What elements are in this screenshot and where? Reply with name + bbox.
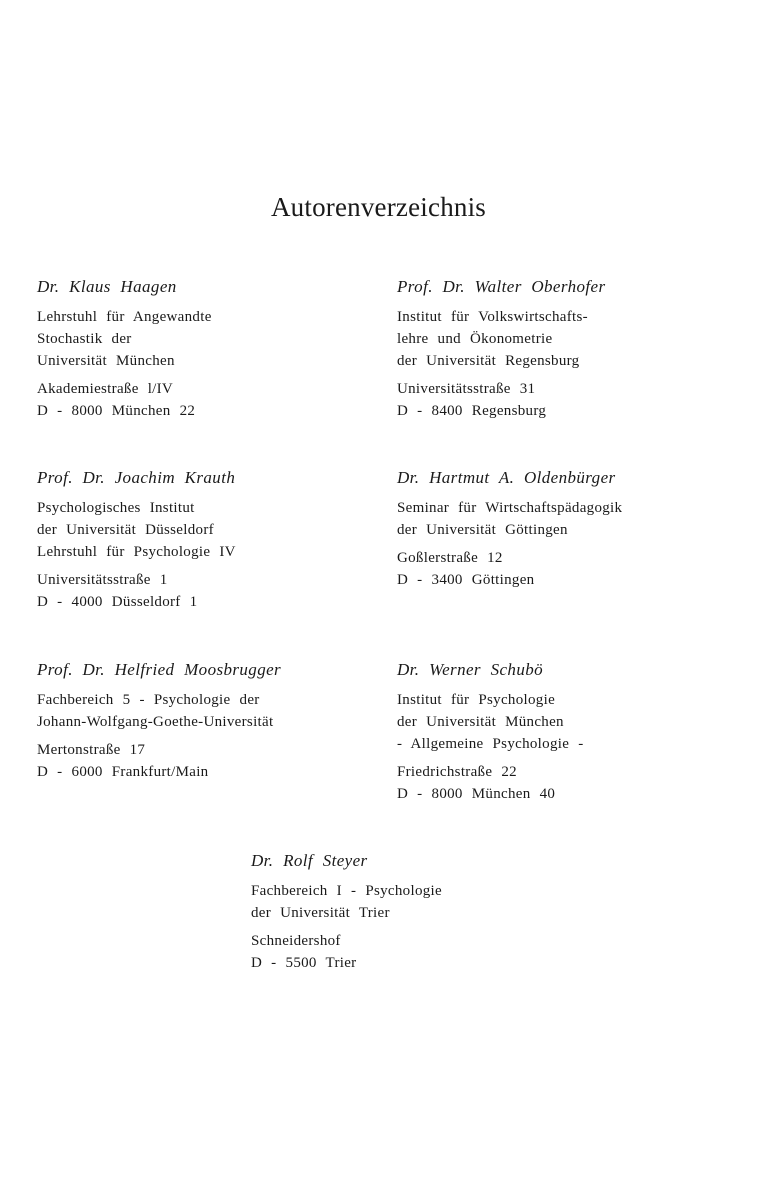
institution-line: Institut für Volkswirtschafts- xyxy=(397,309,588,325)
author-entry-haagen xyxy=(37,276,367,422)
institution-line: Universität München xyxy=(37,353,175,369)
institution-line: Psychologisches Institut xyxy=(37,500,195,516)
institution-line: Stochastik der xyxy=(37,331,132,347)
institution-line: Institut für Psychologie xyxy=(397,692,556,708)
institution-line: Lehrstuhl für Angewandte xyxy=(37,309,212,325)
address-line: D - 6000 Frankfurt/Main xyxy=(37,764,209,780)
institution-block xyxy=(37,306,367,372)
address-block xyxy=(37,569,367,613)
institution-block xyxy=(397,306,727,372)
institution-block xyxy=(251,880,581,924)
institution-line: Lehrstuhl für Psychologie IV xyxy=(37,544,236,560)
address-block xyxy=(251,930,581,974)
author-entry-krauth xyxy=(37,467,367,613)
institution-line: der Universität Trier xyxy=(251,905,390,921)
author-name: Dr. Werner Schubö xyxy=(397,660,544,679)
author-name: Prof. Dr. Walter Oberhofer xyxy=(397,277,606,296)
author-name: Prof. Dr. Joachim Krauth xyxy=(37,468,236,487)
address-line: Universitätsstraße 1 xyxy=(37,572,168,588)
address-block xyxy=(37,739,367,783)
author-name: Dr. Rolf Steyer xyxy=(251,851,368,870)
address-line: Schneidershof xyxy=(251,933,341,949)
institution-line: der Universität Göttingen xyxy=(397,522,568,538)
address-block xyxy=(397,761,727,805)
institution-line: Johann-Wolfgang-Goethe-Universität xyxy=(37,714,274,730)
institution-line: der Universität München xyxy=(397,714,564,730)
author-name: Dr. Hartmut A. Oldenbürger xyxy=(397,468,616,487)
page-title: Autorenverzeichnis xyxy=(270,192,486,222)
address-line: Akademiestraße l/IV xyxy=(37,381,174,397)
author-name: Prof. Dr. Helfried Moosbrugger xyxy=(37,660,282,679)
institution-line: Seminar für Wirtschaftspädagogik xyxy=(397,500,623,516)
address-line: Mertonstraße 17 xyxy=(37,742,146,758)
institution-block xyxy=(397,689,727,755)
institution-line: Fachbereich I - Psychologie xyxy=(251,883,442,899)
institution-block xyxy=(37,497,367,563)
institution-line: der Universität Regensburg xyxy=(397,353,580,369)
institution-block xyxy=(397,497,727,541)
address-line: D - 3400 Göttingen xyxy=(397,572,535,588)
institution-line: - Allgemeine Psychologie - xyxy=(397,736,584,752)
institution-line: der Universität Düsseldorf xyxy=(37,522,214,538)
address-line: D - 5500 Trier xyxy=(251,955,357,971)
address-line: Universitätsstraße 31 xyxy=(397,381,536,397)
address-line: D - 8000 München 22 xyxy=(37,403,196,419)
address-block xyxy=(397,378,727,422)
address-line: Friedrichstraße 22 xyxy=(397,764,517,780)
author-entry-oberhofer xyxy=(397,276,727,422)
institution-block xyxy=(37,689,367,733)
author-entry-schuboe xyxy=(397,659,727,805)
address-line: D - 4000 Düsseldorf 1 xyxy=(37,594,198,610)
address-block xyxy=(397,547,727,591)
institution-line: Fachbereich 5 - Psychologie der xyxy=(37,692,260,708)
institution-line: lehre und Ökonometrie xyxy=(397,331,553,347)
address-line: Goßlerstraße 12 xyxy=(397,550,503,566)
author-entry-moosbrugger xyxy=(37,659,367,783)
address-line: D - 8400 Regensburg xyxy=(397,403,547,419)
author-name: Dr. Klaus Haagen xyxy=(37,277,177,296)
address-line: D - 8000 München 40 xyxy=(397,786,556,802)
author-entry-steyer xyxy=(251,850,581,974)
author-entry-oldenbuerger xyxy=(397,467,727,591)
address-block xyxy=(37,378,367,422)
